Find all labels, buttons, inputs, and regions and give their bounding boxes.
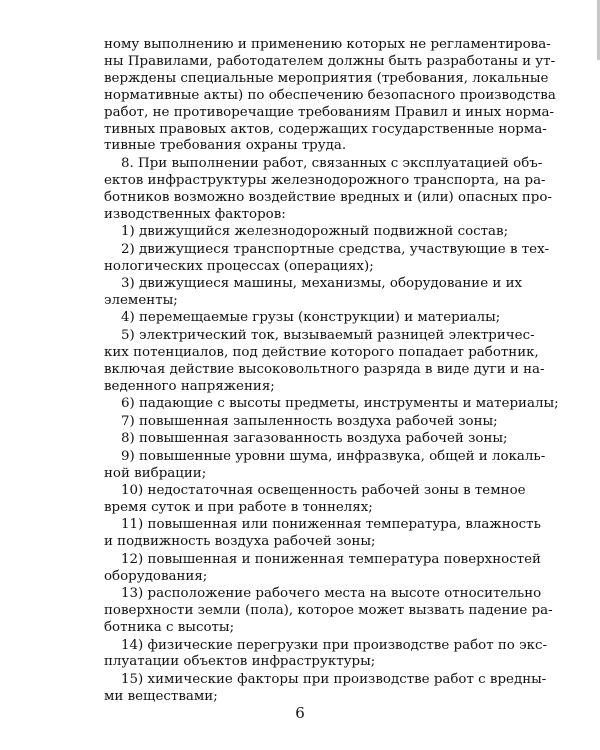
list-item: 5) электрический ток, вызываемый разницей электричес-: [121, 327, 535, 343]
text-line: время суток и при работе в тоннелях;: [104, 499, 373, 515]
text-line: включая действие высоковольтного разряда в виде дуги и на-: [104, 361, 545, 377]
text-line: оборудования;: [104, 568, 208, 584]
text-line: элементы;: [104, 292, 178, 308]
text-line: тивных правовых актов, содержащих государственные норма-: [104, 121, 547, 137]
text-line: нормативные акты) по обеспечению безопасного производства: [104, 87, 556, 103]
text-line: плуатации объектов инфраструктуры;: [104, 654, 376, 670]
list-item: 15) химические факторы при производстве работ с вредны-: [121, 671, 547, 687]
text-line: ны Правилами, работодателем должны быть разработаны и ут-: [104, 53, 556, 69]
text-line: нологических процессах (операциях);: [104, 258, 374, 274]
list-item: 10) недостаточная освещенность рабочей зоны в темное: [121, 483, 526, 498]
text-line: поверхности земли (пола), которое может вызвать падение ра-: [104, 603, 553, 619]
text-line: и подвижность воздуха рабочей зоны;: [104, 534, 376, 550]
list-item: 11) повышенная или пониженная температура, влажность: [121, 517, 541, 533]
text-line: ботника с высоты;: [104, 620, 235, 635]
text-line: 8. При выполнении работ, связанных с эксплуатацией объ-: [121, 155, 543, 171]
list-item: 8) повышенная загазованность воздуха рабочей зоны;: [121, 431, 508, 447]
list-item: 2) движущиеся транспортные средства, участвующие в тех-: [121, 241, 550, 257]
text-line: ми веществами;: [104, 688, 218, 704]
text-line: ких потенциалов, под действие которого попадает работник,: [104, 344, 539, 360]
list-item: 9) повышенные уровни шума, инфразвука, общей и локаль-: [121, 448, 546, 464]
text-line: ботников возможно воздействие вредных и (или) опасных про-: [104, 189, 552, 205]
text-line: веденного напряжения;: [104, 378, 275, 394]
list-item: 4) перемещаемые грузы (конструкции) и материалы;: [121, 310, 501, 326]
list-item: 12) повышенная и пониженная температура поверхностей: [121, 551, 541, 567]
text-line: тивные требования охраны труда.: [104, 138, 347, 154]
text-line: ной вибрации;: [104, 465, 207, 481]
list-item: 14) физические перегрузки при производстве работ по экс-: [121, 637, 547, 653]
text-line: изводственных факторов:: [104, 206, 286, 222]
list-item: 6) падающие с высоты предметы, инструменты и материалы;: [121, 396, 559, 412]
list-item: 13) расположение рабочего места на высоте относительно: [121, 586, 542, 602]
text-line: верждены специальные мероприятия (требования, локальные: [104, 70, 549, 86]
list-item: 1) движущийся железнодорожный подвижной состав;: [121, 224, 509, 240]
list-item: 3) движущиеся машины, механизмы, оборудование и их: [121, 276, 523, 291]
list-item: 7) повышенная запыленность воздуха рабочей зоны;: [121, 413, 498, 429]
page-number: 6: [295, 704, 305, 722]
text-line: работ, не противоречащие требованиям Правил и иных норма-: [104, 104, 555, 120]
text-line: ектов инфраструктуры железнодорожного транспорта, на ра-: [104, 172, 546, 188]
text-line: ному выполнению и применению которых не регламентирова-: [104, 37, 551, 52]
